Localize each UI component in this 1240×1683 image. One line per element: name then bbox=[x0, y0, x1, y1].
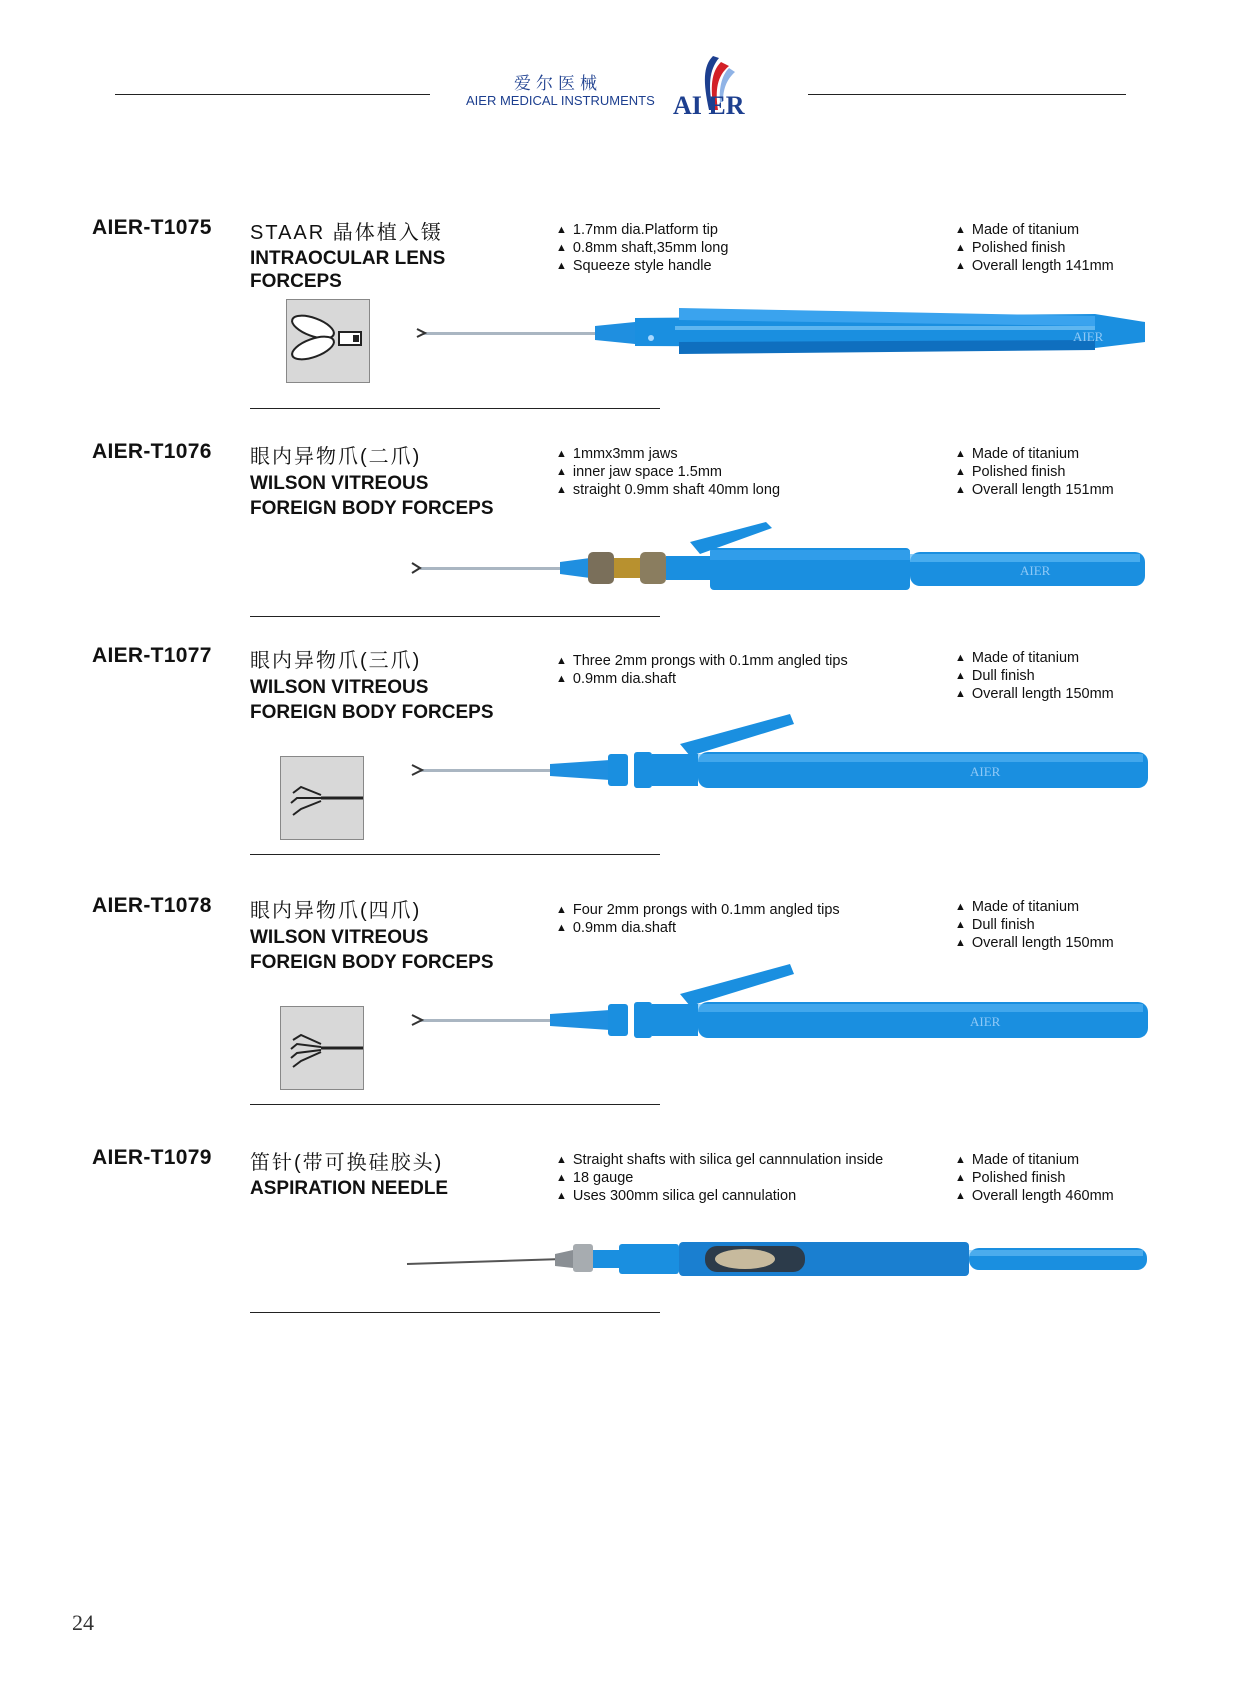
product-name-chinese: 眼内异物爪(四爪) bbox=[250, 900, 422, 922]
engraving: AIER bbox=[1073, 329, 1104, 344]
name-line-2: FOREIGN BODY FORCEPS bbox=[250, 702, 494, 723]
spec-item: ▲ Straight shafts with silica gel cannnulation inside bbox=[556, 1152, 883, 1170]
feature-item: ▲ Made of titanium bbox=[955, 222, 1114, 240]
tip-detail-thumbnail bbox=[280, 1006, 364, 1090]
feature-item: ▲ Dull finish bbox=[955, 917, 1114, 935]
name-line-1: WILSON VITREOUS bbox=[250, 677, 429, 698]
instrument-photo bbox=[405, 1226, 1150, 1296]
product-code: AIER-T1079 bbox=[92, 1146, 212, 1169]
product-name-english bbox=[250, 1177, 550, 1200]
name-line-2: FORCEPS bbox=[250, 271, 342, 292]
product-code: AIER-T1078 bbox=[92, 894, 212, 917]
name-line-1: WILSON VITREOUS bbox=[250, 927, 429, 948]
section-divider bbox=[250, 1312, 660, 1313]
aier-logo bbox=[663, 52, 758, 122]
feature-item: ▲ Made of titanium bbox=[955, 446, 1114, 464]
feature-item: ▲ Polished finish bbox=[955, 240, 1114, 258]
feature-item: ▲ Made of titanium bbox=[955, 899, 1114, 917]
feature-item: ▲ Overall length 150mm bbox=[955, 686, 1114, 704]
spec-item: ▲ Three 2mm prongs with 0.1mm angled tips bbox=[556, 653, 848, 671]
feature-item: ▲ Overall length 150mm bbox=[955, 935, 1114, 953]
name-line-1: INTRAOCULAR LENS bbox=[250, 248, 446, 269]
engraving: AIER bbox=[1020, 563, 1051, 578]
feature-item: ▲ Dull finish bbox=[955, 668, 1114, 686]
spec-list bbox=[556, 1152, 883, 1206]
name-line-1: WILSON VITREOUS bbox=[250, 473, 429, 494]
spec-item: ▲ Uses 300mm silica gel cannulation bbox=[556, 1188, 883, 1206]
spec-item: ▲ inner jaw space 1.5mm bbox=[556, 464, 780, 482]
spec-item: ▲ 18 gauge bbox=[556, 1170, 883, 1188]
instrument-photo bbox=[410, 960, 1150, 1060]
section-divider bbox=[250, 854, 660, 855]
feature-list bbox=[955, 1152, 1114, 1206]
feature-item: ▲ Polished finish bbox=[955, 464, 1114, 482]
spec-list bbox=[556, 446, 780, 500]
section-divider bbox=[250, 616, 660, 617]
feature-list bbox=[955, 222, 1114, 276]
product-code: AIER-T1076 bbox=[92, 440, 212, 463]
name-line-2: FOREIGN BODY FORCEPS bbox=[250, 498, 494, 519]
feature-list bbox=[955, 899, 1114, 953]
product-name-chinese: 笛针(带可换硅胶头) bbox=[250, 1152, 444, 1174]
logo-wordmark: AI ER bbox=[673, 91, 745, 120]
product-code: AIER-T1075 bbox=[92, 216, 212, 239]
engraving: AIER bbox=[970, 1014, 1001, 1029]
instrument-photo bbox=[415, 296, 1150, 376]
spec-list bbox=[556, 653, 848, 689]
product-code: AIER-T1077 bbox=[92, 644, 212, 667]
tip-detail-thumbnail bbox=[286, 299, 370, 383]
feature-item: ▲ Overall length 141mm bbox=[955, 258, 1114, 276]
product-name-english bbox=[250, 247, 550, 293]
feature-item: ▲ Overall length 151mm bbox=[955, 482, 1114, 500]
brand-name-chinese: 爱尔医械 bbox=[514, 74, 602, 93]
product-name-chinese: 眼内异物爪(二爪) bbox=[250, 446, 422, 468]
feature-item: ▲ Made of titanium bbox=[955, 1152, 1114, 1170]
feature-item: ▲ Overall length 460mm bbox=[955, 1188, 1114, 1206]
spec-item: ▲ 0.8mm shaft,35mm long bbox=[556, 240, 728, 258]
spec-item: ▲ 1mmx3mm jaws bbox=[556, 446, 780, 464]
header-rule-left bbox=[115, 94, 430, 95]
instrument-photo bbox=[410, 508, 1150, 598]
section-divider bbox=[250, 408, 660, 409]
spec-item: ▲ 0.9mm dia.shaft bbox=[556, 920, 840, 938]
feature-list bbox=[955, 446, 1114, 500]
header-rule-right bbox=[808, 94, 1126, 95]
spec-item: ▲ Squeeze style handle bbox=[556, 258, 728, 276]
spec-item: ▲ 0.9mm dia.shaft bbox=[556, 671, 848, 689]
feature-list bbox=[955, 650, 1114, 704]
spec-item: ▲ straight 0.9mm shaft 40mm long bbox=[556, 482, 780, 500]
name-line-1: ASPIRATION NEEDLE bbox=[250, 1178, 449, 1199]
brand-name-english: AIER MEDICAL INSTRUMENTS bbox=[466, 93, 655, 108]
tip-detail-thumbnail bbox=[280, 756, 364, 840]
engraving: AIER bbox=[970, 764, 1001, 779]
spec-item: ▲ Four 2mm prongs with 0.1mm angled tips bbox=[556, 902, 840, 920]
spec-list bbox=[556, 222, 728, 276]
product-name-chinese: STAAR 晶体植入镊 bbox=[250, 222, 443, 244]
spec-list bbox=[556, 902, 840, 938]
page-number: 24 bbox=[72, 1610, 94, 1635]
product-name-chinese: 眼内异物爪(三爪) bbox=[250, 650, 422, 672]
spec-item: ▲ 1.7mm dia.Platform tip bbox=[556, 222, 728, 240]
feature-item: ▲ Made of titanium bbox=[955, 650, 1114, 668]
name-line-2: FOREIGN BODY FORCEPS bbox=[250, 952, 494, 973]
feature-item: ▲ Polished finish bbox=[955, 1170, 1114, 1188]
instrument-photo bbox=[410, 710, 1150, 810]
section-divider bbox=[250, 1104, 660, 1105]
